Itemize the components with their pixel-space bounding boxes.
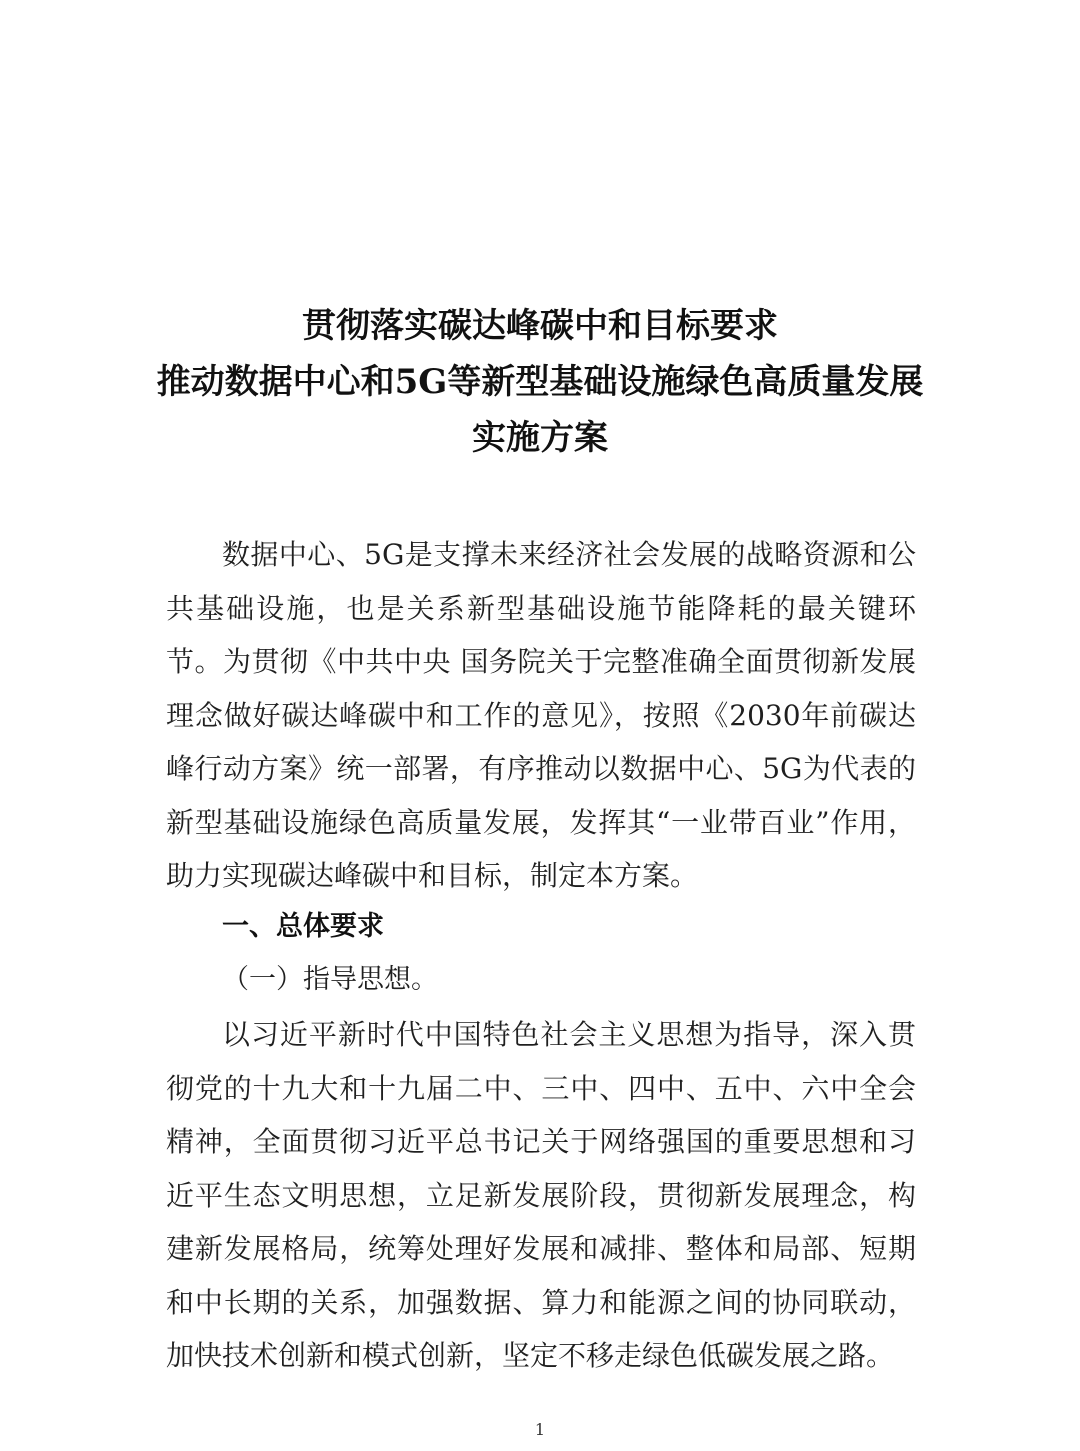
title-line-1: 贯彻落实碳达峰碳中和目标要求 — [302, 306, 778, 346]
page-number: 1 — [534, 1420, 546, 1439]
guiding-section — [166, 1008, 916, 1383]
intro-section — [166, 528, 916, 903]
title-line-2: 推动数据中心和5G等新型基础设施绿色高质量发展 — [156, 362, 924, 402]
subsection-heading: （一）指导思想。 — [222, 964, 438, 995]
document-title — [0, 298, 1080, 466]
intro-paragraph: 数据中心、5G是支撑未来经济社会发展的战略资源和公共基础设施，也是关系新型基础设施节能降耗的最关键环节。为贯彻《中共中央 国务院关于完整准确全面贯彻新发展理念做好碳达峰碳中和工作的意见》，按照《2030年前碳达峰行动方案》统一部署，有序推动以数据中心、5G为代表的新型基础设施绿色高质量发展，发挥其“一业带百业”作用，助力实现碳达峰碳中和目标，制定本方案。 — [166, 538, 916, 892]
guiding-paragraph: 以习近平新时代中国特色社会主义思想为指导，深入贯彻党的十九大和十九届二中、三中、四中、五中、六中全会精神，全面贯彻习近平总书记关于网络强国的重要思想和习近平生态文明思想，立足新发展阶段，贯彻新发展理念，构建新发展格局，统筹处理好发展和减排、整体和局部、短期和中长期的关系，加强数据、算力和能源之间的协同联动，加快技术创新和模式创新，坚定不移走绿色低碳发展之路。 — [166, 1018, 916, 1372]
section-heading: 一、总体要求 — [222, 911, 384, 942]
title-line-3: 实施方案 — [472, 418, 608, 458]
